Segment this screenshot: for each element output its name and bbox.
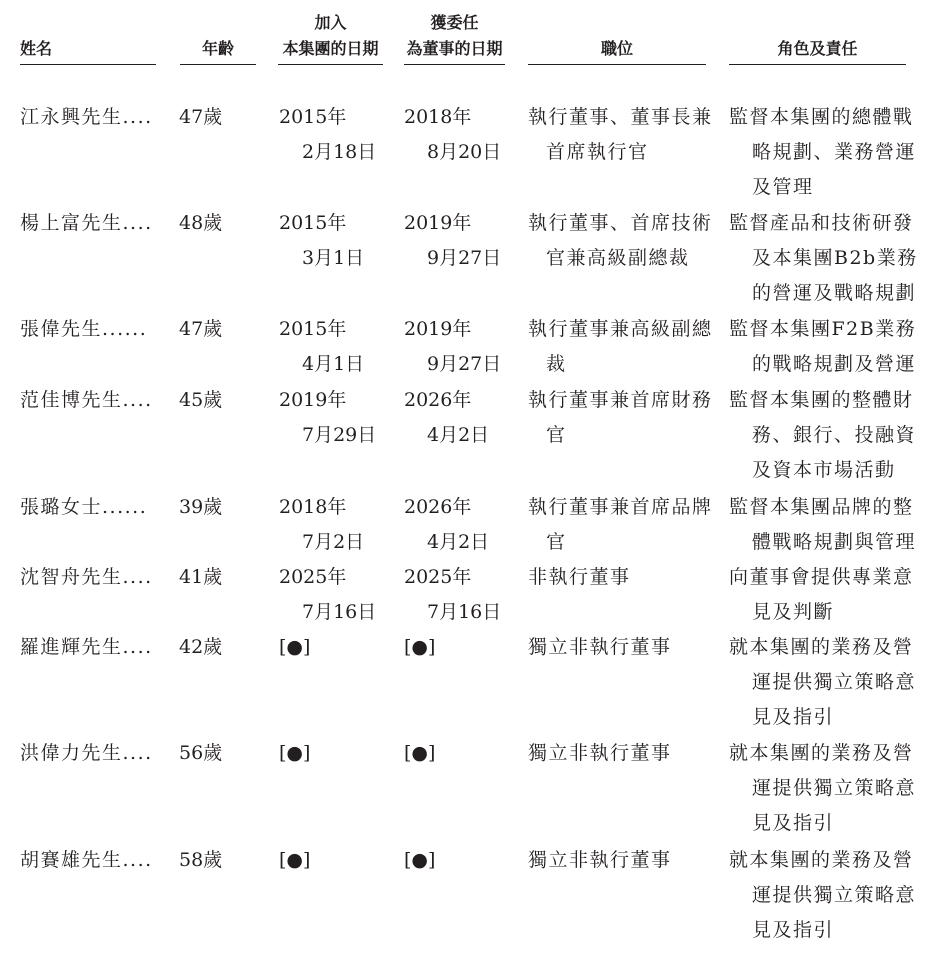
position-line: 獨立非執行董事 (528, 636, 672, 658)
join-date-day: 2月18日 (302, 141, 377, 163)
director-age: 48歲 (179, 212, 223, 234)
director-name: 洪偉力先生.... (20, 742, 153, 764)
role-line: 見及指引 (752, 812, 835, 834)
join-date-year: 2015年 (279, 212, 347, 234)
appointment-date-year: 2026年 (404, 389, 472, 411)
role-line: 就本集團的業務及營 (729, 849, 914, 871)
appointment-date-year: 2019年 (404, 318, 472, 340)
position-line: 獨立非執行董事 (528, 742, 672, 764)
position-line: 首席執行官 (546, 141, 649, 163)
position-text (528, 736, 672, 771)
appointment-date (404, 312, 501, 382)
appointment-date-placeholder: [●] (404, 849, 436, 871)
position-text (528, 383, 713, 453)
header-join-date (278, 10, 383, 62)
header-role: 角色及責任 (777, 39, 858, 58)
position-text (528, 630, 672, 665)
role-line: 監督本集團F2B業務 (729, 318, 917, 340)
header-position: 職位 (600, 39, 633, 58)
director-name: 范佳博先生.... (20, 389, 153, 411)
position-text (528, 100, 713, 170)
appointment-date-year: 2019年 (404, 212, 472, 234)
director-name: 楊上富先生.... (20, 212, 153, 234)
role-line: 的營運及戰略規劃 (752, 282, 917, 304)
join-date-day: 4月1日 (302, 353, 365, 375)
header-appointment-date-line2: 為董事的日期 (406, 39, 503, 58)
appointment-date-day: 9月27日 (427, 247, 502, 269)
join-date (279, 843, 310, 878)
director-name: 胡賽雄先生.... (20, 849, 153, 871)
position-line: 執行董事兼首席財務 (528, 389, 713, 411)
role-text (729, 383, 916, 488)
header-appointment-date-line1: 獲委任 (430, 13, 479, 32)
join-date-day: 7月16日 (302, 601, 377, 623)
role-line: 運提供獨立策略意 (752, 671, 917, 693)
role-line: 監督產品和技術研發 (729, 212, 914, 234)
role-line: 見及指引 (752, 919, 835, 941)
director-name: 江永興先生.... (20, 106, 153, 128)
appointment-date-day: 7月16日 (427, 601, 502, 623)
appointment-date (404, 843, 435, 878)
position-text (528, 206, 713, 276)
role-line: 向董事會提供專業意 (729, 566, 914, 588)
join-date-year: 2015年 (279, 106, 347, 128)
director-age: 47歲 (179, 318, 223, 340)
role-text (729, 100, 916, 205)
position-line: 裁 (546, 353, 567, 375)
appointment-date (404, 490, 489, 560)
header-join-date-line1: 加入 (314, 13, 347, 32)
join-date-placeholder: [●] (279, 742, 311, 764)
director-age: 41歲 (179, 566, 223, 588)
position-text (528, 560, 631, 595)
appointment-date (404, 100, 501, 170)
appointment-date (404, 560, 501, 630)
join-date (279, 100, 376, 170)
join-date-day: 7月29日 (302, 424, 377, 446)
role-line: 及資本市場活動 (752, 459, 896, 481)
join-date-year: 2025年 (279, 566, 347, 588)
position-text (528, 312, 713, 382)
director-age: 39歲 (179, 496, 223, 518)
appointment-date (404, 630, 435, 665)
join-date-day: 7月2日 (302, 531, 365, 553)
join-date-year: 2018年 (279, 496, 347, 518)
header-underline-role (729, 64, 906, 65)
join-date (279, 383, 376, 453)
position-line: 獨立非執行董事 (528, 849, 672, 871)
director-age: 58歲 (179, 849, 223, 871)
appointment-date-placeholder: [●] (404, 742, 436, 764)
join-date (279, 312, 364, 382)
director-name: 張偉先生...... (20, 318, 148, 340)
role-line: 運提供獨立策略意 (752, 777, 917, 799)
join-date-year: 2019年 (279, 389, 347, 411)
role-line: 監督本集團品牌的整 (729, 496, 914, 518)
role-line: 見及指引 (752, 706, 835, 728)
appointment-date-day: 8月20日 (427, 141, 502, 163)
join-date (279, 736, 310, 771)
join-date (279, 560, 376, 630)
role-line: 務、銀行、投融資 (752, 424, 917, 446)
role-line: 監督本集團的總體戰 (729, 106, 914, 128)
director-name: 羅進輝先生.... (20, 636, 153, 658)
position-line: 執行董事兼首席品牌 (528, 496, 713, 518)
role-text (729, 843, 916, 948)
header-underline-name (20, 64, 156, 65)
join-date (279, 206, 364, 276)
position-line: 執行董事、董事長兼 (528, 106, 713, 128)
join-date-placeholder: [●] (279, 636, 311, 658)
appointment-date-day: 4月2日 (427, 531, 490, 553)
join-date (279, 490, 364, 560)
join-date-day: 3月1日 (302, 247, 365, 269)
position-line: 官兼高級副總裁 (546, 247, 690, 269)
director-age: 42歲 (179, 636, 223, 658)
appointment-date-year: 2018年 (404, 106, 472, 128)
header-appointment-date (404, 10, 505, 62)
role-text (729, 490, 916, 560)
position-line: 執行董事兼高級副總 (528, 318, 713, 340)
position-line: 官 (546, 424, 567, 446)
join-date-year: 2015年 (279, 318, 347, 340)
appointment-date-placeholder: [●] (404, 636, 436, 658)
director-age: 45歲 (179, 389, 223, 411)
director-name: 張璐女士...... (20, 496, 148, 518)
role-line: 及管理 (752, 176, 814, 198)
join-date (279, 630, 310, 665)
role-line: 監督本集團的整體財 (729, 389, 914, 411)
header-underline-join-date (278, 64, 383, 65)
position-line: 執行董事、首席技術 (528, 212, 713, 234)
header-underline-position (528, 64, 706, 65)
appointment-date (404, 206, 501, 276)
role-text (729, 560, 914, 630)
header-join-date-line2: 本集團的日期 (282, 39, 379, 58)
header-name: 姓名 (20, 39, 53, 58)
appointment-date-year: 2026年 (404, 496, 472, 518)
director-age: 47歲 (179, 106, 223, 128)
role-text (729, 312, 916, 382)
director-age: 56歲 (179, 742, 223, 764)
header-age: 年齡 (201, 39, 234, 58)
role-line: 就本集團的業務及營 (729, 742, 914, 764)
appointment-date-year: 2025年 (404, 566, 472, 588)
appointment-date (404, 736, 435, 771)
role-line: 體戰略規劃與管理 (752, 531, 917, 553)
header-underline-appointment-date (404, 64, 505, 65)
position-line: 官 (546, 531, 567, 553)
appointment-date-day: 9月27日 (427, 353, 502, 375)
position-text (528, 843, 672, 878)
role-line: 略規劃、業務營運 (752, 141, 917, 163)
role-line: 及本集團B2b業務 (752, 247, 918, 269)
position-line: 非執行董事 (528, 566, 631, 588)
role-line: 見及判斷 (752, 601, 835, 623)
role-line: 運提供獨立策略意 (752, 884, 917, 906)
header-underline-age (180, 64, 256, 65)
position-text (528, 490, 713, 560)
role-line: 的戰略規劃及營運 (752, 353, 917, 375)
role-line: 就本集團的業務及營 (729, 636, 914, 658)
role-text (729, 206, 918, 311)
role-text (729, 736, 916, 841)
appointment-date-day: 4月2日 (427, 424, 490, 446)
appointment-date (404, 383, 489, 453)
join-date-placeholder: [●] (279, 849, 311, 871)
role-text (729, 630, 916, 735)
director-name: 沈智舟先生.... (20, 566, 153, 588)
